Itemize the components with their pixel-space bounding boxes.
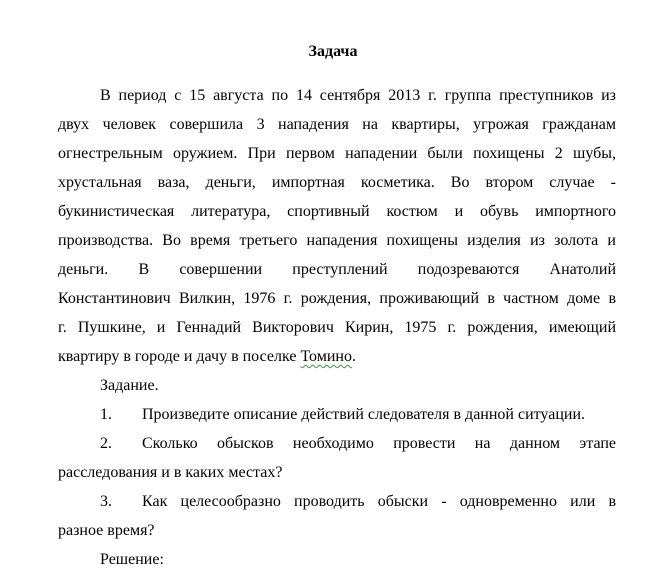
- list-item-text: расследования и в каких местах?: [58, 464, 283, 481]
- list-item-number: 3.: [100, 493, 112, 510]
- paragraph-text: .: [351, 348, 356, 365]
- document-title: Задача: [308, 43, 358, 60]
- paragraph-line: огнестрельным оружием. При первом нападении были похищены 2 шубы,: [58, 145, 616, 162]
- paragraph-line: двух человек совершила 3 нападения на квартиры, угрожая гражданам: [58, 116, 616, 133]
- list-item-number: 2.: [100, 435, 112, 452]
- paragraph-line: букинистическая литература, спортивный костюм и обувь импортного: [58, 203, 616, 220]
- paragraph-line: В период с 15 августа по 14 сентября 2013 г. группа преступников из: [100, 87, 616, 104]
- paragraph-line: производства. Во время третьего нападения похищены изделия из золота и: [58, 232, 616, 249]
- paragraph-line: хрустальная ваза, деньги, импортная косметика. Во втором случае -: [58, 174, 616, 191]
- paragraph-text: квартиру в городе и дачу в поселке: [58, 348, 301, 365]
- solution-label: Решение:: [100, 551, 164, 568]
- paragraph-line: [58, 347, 616, 367]
- list-item-text: Произведите описание действий следователя в данной ситуации.: [142, 406, 586, 423]
- task-label: Задание.: [100, 377, 159, 394]
- list-item-text: Как целесообразно проводить обыски - одновременно или в: [142, 493, 616, 510]
- list-item-text: Сколько обысков необходимо провести на данном этапе: [142, 435, 616, 452]
- list-item-text: разное время?: [58, 522, 155, 539]
- list-item-number: 1.: [100, 406, 112, 423]
- paragraph-line: Константинович Вилкин, 1976 г. рождения, проживающий в частном доме в: [58, 290, 616, 307]
- paragraph-line: деньги. В совершении преступлений подозреваются Анатолий: [58, 261, 616, 278]
- spellcheck-word: Томино: [300, 348, 352, 365]
- paragraph-line: г. Пушкине, и Геннадий Викторович Кирин, 1975 г. рождения, имеющий: [58, 319, 616, 336]
